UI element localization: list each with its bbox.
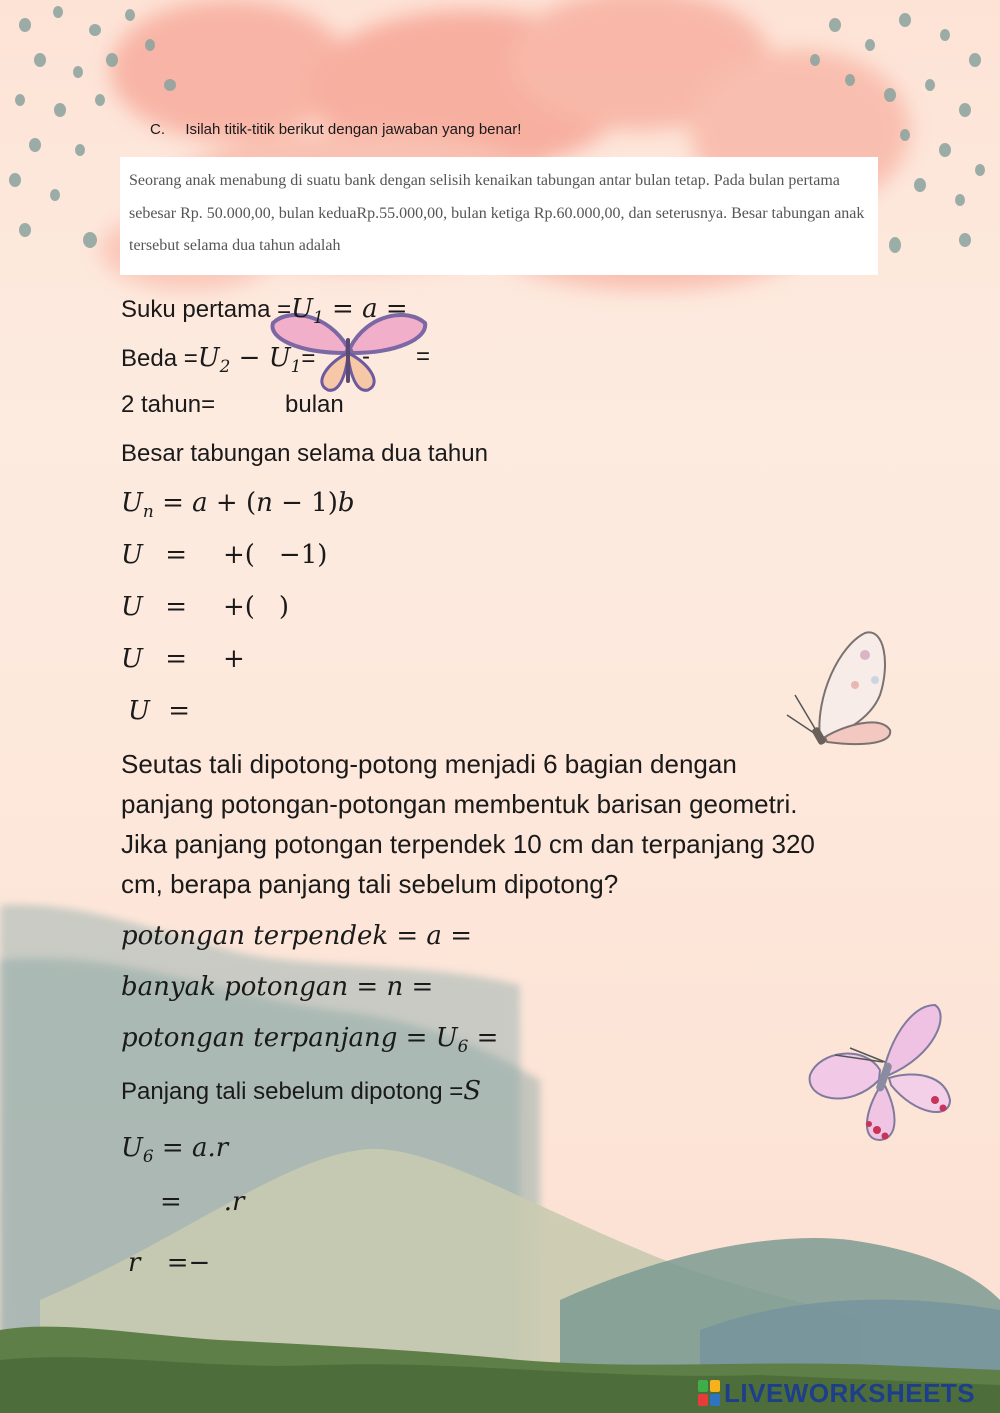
problem2-line-1: Seutas tali dipotong-potong menjadi 6 bagian dengan [121,749,737,779]
section-letter: C. [150,121,165,138]
difference-label: Beda = [121,345,198,372]
shortest-piece-input[interactable] [492,924,576,954]
difference-equals: = [301,345,316,372]
two-years-label: 2 tahun= [121,391,216,418]
longest-piece-line: potongan terpanjang = $U_6$ = [121,1023,499,1057]
difference-answer-input-1[interactable] [312,345,364,373]
longest-piece-input[interactable] [525,1026,609,1056]
problem2-line-3: Jika panjang potongan terpendek 10 cm dan terpanjang 320 [121,829,815,859]
liveworksheets-watermark [698,1378,993,1410]
first-term-label: Suku pertama = [121,296,292,323]
section-header [150,121,521,138]
formula-step-4: U = [128,696,190,726]
section-instruction: Isilah titik-titik berikut dengan jawaban yang benar! [185,121,522,138]
un-subscript-input-1[interactable] [140,560,172,584]
shortest-piece-line: potongan terpendek = a = [121,921,472,951]
butterfly-icon [805,1000,955,1150]
rope-length-label: Panjang tali sebelum dipotong = [121,1078,464,1105]
problem-box [120,157,878,275]
butterfly-icon [785,625,900,750]
minus-sign: - [362,343,370,370]
problem-text: Seorang anak menabung di suatu bank dengan selisih kenaikan tabungan antar bulan tetap. Pada bulan pertama sebesar Rp. 50.000,00, bulan keduaRp.55.000,00, bulan ketiga Rp.60.000,00, dan seterusnya. Besar tabungan anak tersebut selama dua tahun adalah [129,172,865,254]
b-value-input-1[interactable] [358,545,422,575]
first-term-line [121,294,408,327]
total-savings-label: Besar tabungan selama dua tahun [121,440,488,467]
formula-un: $U_n = a + (n - 1)b$ [121,488,355,522]
formula-step-3: U = + [121,644,245,674]
logo-badge-text [698,1380,700,1381]
a-value-input-1[interactable] [200,545,234,575]
equals-sign: = [416,343,431,370]
rope-length-line [121,1076,481,1106]
formula-step-2: U = +( ) [121,592,290,622]
problem2-line-2: panjang potongan-potongan membentuk barisan geometri. [121,789,798,819]
formula-u6: $U_6 = a.r$ [121,1133,229,1167]
piece-count-input[interactable] [455,975,539,1005]
r-power-input[interactable] [246,1185,270,1203]
rope-length-symbol: S [463,1076,482,1106]
difference-line [121,343,315,376]
formula-u6-step-1: = .r [160,1187,245,1217]
difference-result-input[interactable] [436,345,520,373]
u6-value-input[interactable] [145,1192,163,1220]
difference-formula: $U_2 - U_1$ [197,343,302,377]
a-value-input-2[interactable] [196,1192,226,1220]
watermark-text: LIVEWORKSHEETS [724,1378,976,1408]
difference-answer-input-2[interactable] [378,345,416,373]
formula-step-1: U = +( −1) [121,540,328,570]
liveworksheets-logo-icon [698,1380,720,1406]
formula-r: r =− [128,1248,211,1278]
first-term-formula: $U_1 = a$ = [291,294,408,328]
problem2-line-4: cm, berapa panjang tali sebelum dipotong? [121,869,619,899]
longest-piece-label: potongan terpanjang = U [121,1023,458,1053]
months-label: bulan [285,391,344,418]
two-years-line [121,391,215,419]
months-input[interactable] [222,393,284,421]
n-value-input-1[interactable] [268,545,300,575]
piece-count-line: banyak potongan = n = [121,972,434,1002]
